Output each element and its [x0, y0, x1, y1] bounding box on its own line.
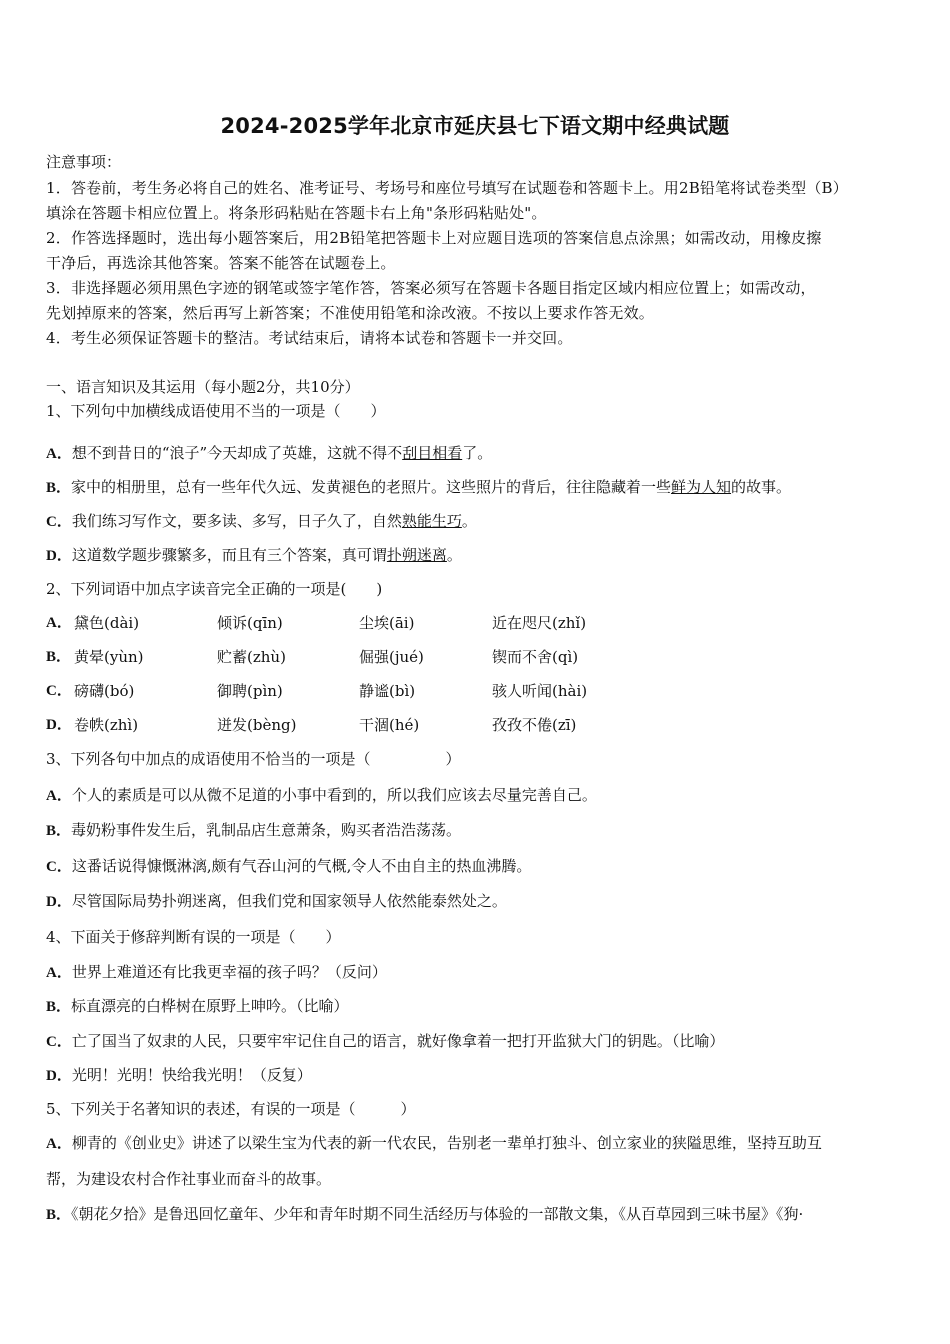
- question-3-stem: 3、下列各句中加点的成语使用不恰当的一项是（ ）: [46, 750, 461, 768]
- pinyin-item: 近在咫尺(zhǐ): [492, 614, 587, 632]
- q4-option-a: [46, 962, 387, 983]
- option-letter: C．: [46, 683, 72, 699]
- underlined-idiom: 鲜为人知: [671, 478, 732, 496]
- option-text: 世界上难道还有比我更幸福的孩子吗？（反问）: [71, 963, 387, 981]
- option-letter: D．: [46, 894, 72, 910]
- option-letter: A．: [46, 615, 72, 631]
- underlined-idiom: 扑朔迷离: [386, 546, 447, 564]
- option-letter: B．: [46, 1207, 72, 1223]
- notice-line: 3．非选择题必须用黑色字迹的钢笔或签字笔作答，答案必须写在答题卡各题目指定区域内相应位置上；如需改动，: [46, 279, 816, 297]
- notice-line: 1．答卷前，考生务必将自己的姓名、准考证号、考场号和座位号填写在试题卷和答题卡上。用2B铅笔将试卷类型（B）: [46, 179, 848, 197]
- q3-option-a: [46, 785, 597, 806]
- question-4-stem: 4、下面关于修辞判断有误的一项是（ ）: [46, 928, 341, 946]
- option-text: 毒奶粉事件发生后，乳制品店生意萧条，购买者浩浩荡荡。: [71, 821, 462, 839]
- pinyin-item: 尘埃(āi): [359, 614, 415, 632]
- q5-option-b: [46, 1204, 803, 1225]
- notice-line: 干净后，再选涂其他答案。答案不能答在试题卷上。: [46, 254, 396, 272]
- pinyin-item: 静谧(bì): [359, 682, 416, 700]
- option-text: 《朝花夕拾》是鲁迅回忆童年、少年和青年时期不同生活经历与体验的一部散文集，《从百草园到三味书屋》《狗·: [71, 1205, 804, 1223]
- notice-line: 填涂在答题卡相应位置上。将条形码粘贴在答题卡右上角"条形码粘贴处"。: [46, 204, 547, 222]
- option-letter: D．: [46, 1068, 72, 1084]
- pinyin-item: 迸发(bèng): [217, 716, 297, 734]
- pinyin-item: 倔强(jué): [359, 648, 424, 666]
- pinyin-item: 黄晕(yùn): [74, 648, 144, 666]
- q1-option-d: [46, 545, 462, 566]
- option-letter: A．: [46, 446, 72, 462]
- option-letter: B．: [46, 649, 72, 665]
- pinyin-item: 贮蓄(zhù): [217, 648, 286, 666]
- underlined-idiom: 刮目相看: [402, 444, 463, 462]
- question-5-stem: 5、下列关于名著知识的表述，有误的一项是（ ）: [46, 1100, 416, 1118]
- option-text: 了。: [462, 444, 493, 462]
- section-heading: 一、语言知识及其运用（每小题2分，共10分）: [46, 378, 360, 396]
- question-1-stem: 1、下列句中加横线成语使用不当的一项是（ ）: [46, 402, 386, 420]
- exam-title: 2024-2025学年北京市延庆县七下语文期中经典试题: [220, 114, 730, 138]
- option-text: 想不到昔日的“浪子”今天却成了英雄，这就不得不: [71, 444, 403, 462]
- option-letter: D．: [46, 717, 72, 733]
- notice-line: 2．作答选择题时，选出每小题答案后，用2B铅笔把答题卡上对应题目选项的答案信息点涂黑；如需改动，用橡皮擦: [46, 229, 822, 247]
- option-text: 尽管国际局势扑朔迷离，但我们党和国家领导人依然能泰然处之。: [71, 892, 507, 910]
- option-text: 个人的素质是可以从微不足道的小事中看到的，所以我们应该去尽量完善自己。: [71, 786, 597, 804]
- pinyin-item: 磅礴(bó): [74, 682, 135, 700]
- pinyin-item: 孜孜不倦(zī): [492, 716, 577, 734]
- option-text: 的故事。: [731, 478, 792, 496]
- option-text: 柳青的《创业史》讲述了以梁生宝为代表的新一代农民，告别老一辈单打独斗、创立家业的狭隘思维，坚持互助互: [71, 1134, 822, 1152]
- question-2-stem: 2、下列词语中加点字读音完全正确的一项是( ): [46, 580, 383, 598]
- option-letter: B．: [46, 480, 72, 496]
- q1-option-c: [46, 511, 477, 532]
- option-letter: C．: [46, 859, 72, 875]
- option-text: 这番话说得慷慨淋漓,颇有气吞山河的气概,令人不由自主的热血沸腾。: [71, 857, 532, 875]
- q4-option-d: [46, 1065, 312, 1086]
- option-text: 我们练习写作文，要多读、多写，日子久了，自然: [71, 512, 402, 530]
- pinyin-item: 锲而不舍(qì): [492, 648, 579, 666]
- pinyin-item: 御聘(pìn): [217, 682, 283, 700]
- option-text: 家中的相册里，总有一些年代久远、发黄褪色的老照片。这些照片的背后，往往隐藏着一些: [71, 478, 672, 496]
- option-text: 。: [446, 546, 462, 564]
- option-letter: B．: [46, 823, 72, 839]
- pinyin-item: 黛色(dài): [74, 614, 140, 632]
- option-letter: A．: [46, 965, 72, 981]
- q4-option-b: [46, 996, 349, 1017]
- notice-line: 4．考生必须保证答题卡的整洁。考试结束后，请将本试卷和答题卡一并交回。: [46, 329, 573, 347]
- option-letter: D．: [46, 548, 72, 564]
- option-letter: C．: [46, 514, 72, 530]
- option-letter: B．: [46, 999, 72, 1015]
- q4-option-c: [46, 1031, 724, 1052]
- option-letter: C．: [46, 1034, 72, 1050]
- option-text: 这道数学题步骤繁多，而且有三个答案，真可谓: [71, 546, 387, 564]
- pinyin-item: 倾诉(qīn): [217, 614, 283, 632]
- q1-option-a: [46, 443, 492, 464]
- notice-heading: 注意事项：: [46, 153, 122, 171]
- q3-option-c: [46, 856, 531, 877]
- pinyin-item: 卷帙(zhì): [74, 716, 139, 734]
- option-text: 标直漂亮的白桦树在原野上呻吟。（比喻）: [71, 997, 349, 1015]
- option-letter: A．: [46, 1136, 72, 1152]
- pinyin-item: 骇人听闻(hài): [492, 682, 588, 700]
- option-text: 亡了国当了奴隶的人民，只要牢牢记住自己的语言，就好像拿着一把打开监狱大门的钥匙。（比喻）: [71, 1032, 725, 1050]
- q5-option-a-continued: 帮，为建设农村合作社事业而奋斗的故事。: [46, 1170, 332, 1188]
- q3-option-b: [46, 820, 461, 841]
- q1-option-b: [46, 477, 791, 498]
- option-text: 。: [461, 512, 477, 530]
- underlined-idiom: 熟能生巧: [401, 512, 462, 530]
- pinyin-item: 干涸(hé): [359, 716, 420, 734]
- option-letter: A．: [46, 788, 72, 804]
- option-text: 光明！光明！快给我光明！（反复）: [71, 1066, 312, 1084]
- q3-option-d: [46, 891, 507, 912]
- q5-option-a: [46, 1133, 822, 1154]
- notice-line: 先划掉原来的答案，然后再写上新答案；不准使用铅笔和涂改液。不按以上要求作答无效。: [46, 304, 655, 322]
